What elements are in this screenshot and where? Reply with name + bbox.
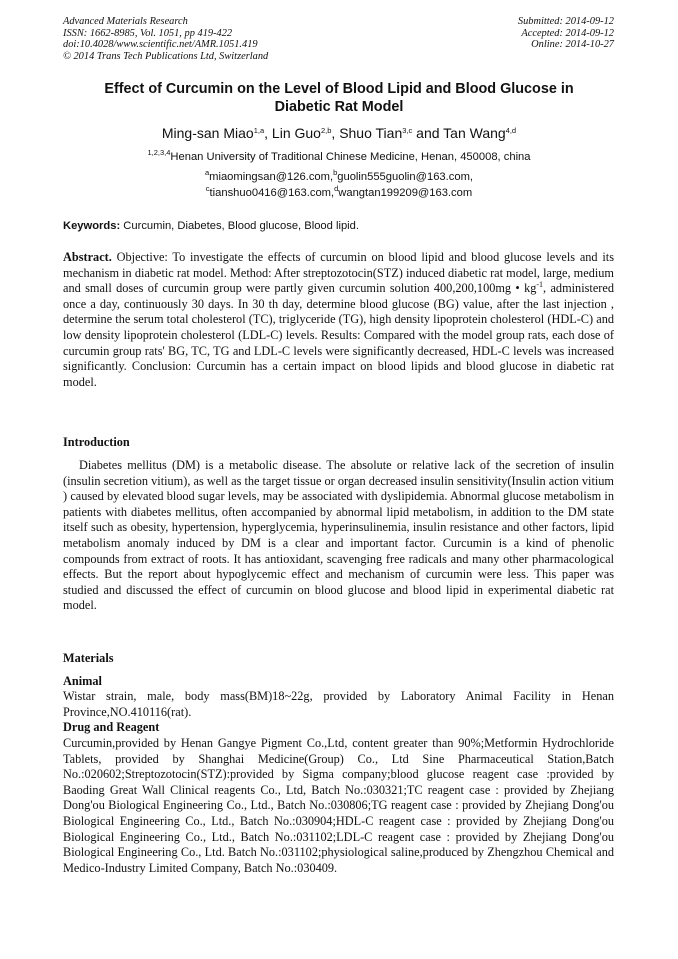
subsection-heading-drug-reagent: Drug and Reagent xyxy=(63,720,160,734)
online-date: Online: 2014-10-27 xyxy=(531,39,614,51)
author-name: Ming-san Miao xyxy=(161,125,254,141)
email-line-2 xyxy=(63,183,615,202)
email-link[interactable]: miaomingsan@126.com, xyxy=(209,171,334,183)
abstract-exponent: -1 xyxy=(536,280,544,290)
author-sup: 2,b xyxy=(320,126,332,135)
subsection-heading-animal: Animal xyxy=(63,674,102,688)
email-link[interactable]: wangtan199209@163.com xyxy=(338,186,473,199)
email-link[interactable]: guolin555guolin@163.com, xyxy=(337,171,474,183)
introduction-paragraph: Diabetes mellitus (DM) is a metabolic disease. The absolute or relative lack of the secretion of insulin (insulin secretion vitium), as well as the target tissue or organ decreased insulin sensitivity(Insulin action vitium ) caused by elevated blood sugar levels, may be associated with dyslipidemia. Abnormal glucose metabolism in patients with diabetes mellitus, often accompanied by abnormal lipid metabolism, in addition to the DM state itself such as obesity, hypertension, hyperglycemia, hyperinsulinemia, insulin resistance and other factors, lipid metabolism anomaly induced by DM is a clear and important factor. Curcumin is a kind of phenolic compounds from extract of roots. It has antioxidant, scavenging free radicals and many other pharmacological effects. But the report about hypoglycemic effect and mechanism of curcumin were less. This paper was studied and discussed the effect of curcumin on blood glucose and blood lipid in experimental diabetic rat model. xyxy=(63,458,614,613)
paper-title-line-1: Effect of Curcumin on the Level of Blood Lipid and Blood Glucose in xyxy=(104,81,574,97)
abstract xyxy=(63,250,614,390)
author-sup: 3,c xyxy=(402,126,413,135)
abstract-text-cont: , administered once a day, continuously 30 days. In 30 th day, determine blood glucose (BG) value, after the last injection , determine the serum total cholesterol (TC), triglyceride (TG), high density lipoprotein cholesterol (HDL-C) and low density lipoprotein cholesterol (LDL-C) levels. Results: Compared with the model group rats, each dose of curcumin group rats' BG, TC, TG and LDL-C levels were significantly decreased, HDL-C levels was increased significantly. Conclusion: Curcumin has a certain impact on blood lipids and blood glucose in diabetic rat model. xyxy=(63,281,614,389)
animal-paragraph: Wistar strain, male, body mass(BM)18~22g, provided by Laboratory Animal Facility in Henan Province,NO.410116(rat). xyxy=(63,689,614,719)
author-emails xyxy=(63,170,615,201)
email-sup: d xyxy=(334,183,339,193)
journal-name: Advanced Materials Research xyxy=(63,16,188,27)
keywords-text: Curcumin, Diabetes, Blood glucose, Blood lipid. xyxy=(120,220,359,232)
keywords xyxy=(63,219,615,233)
drug-reagent-paragraph: Curcumin,provided by Henan Gangye Pigment Co.,Ltd, content greater than 90%;Metformin Hydrochloride Tablets, provided by Shanghai Medicine(Group) Co., Ltd Sine Pharmaceutical Station,Batch No.:020602;Streptozotocin(STZ):provided by Sigma company;blood glucose reagent case :provided by Baoding Great Wall Clinical reagents Co., Ltd, Batch No.:030321;TC reagent case : provided by Zhejiang Dong'ou Biological Engineering Co., Ltd., Batch No.:030806;TG reagent case : provided by Zhejiang Dong'ou Biological Engineering Co., Ltd., Batch No.:030904;HDL-C reagent case : provided by Zhejiang Dong'ou Biological Engineering Co., Ltd., Batch No.:031102;LDL-C reagent case : provided by Zhejiang Dong'ou Biological Engineering Co., Ltd. Batch No.:031102;physiological saline,produced by Zhengzhou Chemical and Medico-Industry Limited Company, Batch No.:030409. xyxy=(63,736,614,875)
publication-dates xyxy=(354,16,614,51)
affiliation-text: Henan University of Traditional Chinese Medicine, Henan, 450008, china xyxy=(170,151,531,163)
section-heading-materials: Materials xyxy=(63,651,114,665)
affiliation-sup: 1,2,3,4 xyxy=(147,148,171,157)
email-line-1 xyxy=(63,170,615,186)
author-separator: , xyxy=(264,125,272,141)
email-sup: b xyxy=(333,168,338,177)
journal-issn: ISSN: 1662-8985, Vol. 1051, pp 419-422 xyxy=(63,27,233,39)
email-sup: a xyxy=(204,168,210,177)
paper-title xyxy=(63,80,615,116)
journal-copyright: © 2014 Trans Tech Publications Ltd, Switzerland xyxy=(63,50,269,62)
keywords-label: Keywords: xyxy=(63,220,121,232)
author-sup: 1,a xyxy=(253,126,265,135)
author-separator: , xyxy=(331,125,340,141)
section-heading-introduction: Introduction xyxy=(63,435,130,449)
abstract-text: Objective: To investigate the effects of curcumin on blood lipid and blood glucose levels and its mechanism in diabetic rat model. Method: After streptozotocin(STZ) induced diabetic rat model, large, medium and small doses of curcumin group were partly given curcumin solution 400,200,100mg • kg xyxy=(63,250,614,296)
affiliation xyxy=(63,150,615,164)
email-link[interactable]: tianshuo0416@163.com, xyxy=(209,186,335,199)
author-name: Tan Wang xyxy=(443,125,506,141)
author-list xyxy=(63,124,615,142)
submitted-date: Submitted: 2014-09-12 xyxy=(517,16,614,27)
email-sup: c xyxy=(205,183,210,193)
abstract-label: Abstract. xyxy=(63,250,112,264)
accepted-date: Accepted: 2014-09-12 xyxy=(521,27,614,39)
author-separator: and xyxy=(412,125,444,141)
author-sup: 4,d xyxy=(505,126,517,135)
journal-info xyxy=(63,16,363,62)
author-name: Lin Guo xyxy=(271,125,321,141)
journal-doi: doi:10.4028/www.scientific.net/AMR.1051.419 xyxy=(63,39,258,51)
paper-title-line-2: Diabetic Rat Model xyxy=(274,99,404,115)
author-name: Shuo Tian xyxy=(339,125,403,141)
